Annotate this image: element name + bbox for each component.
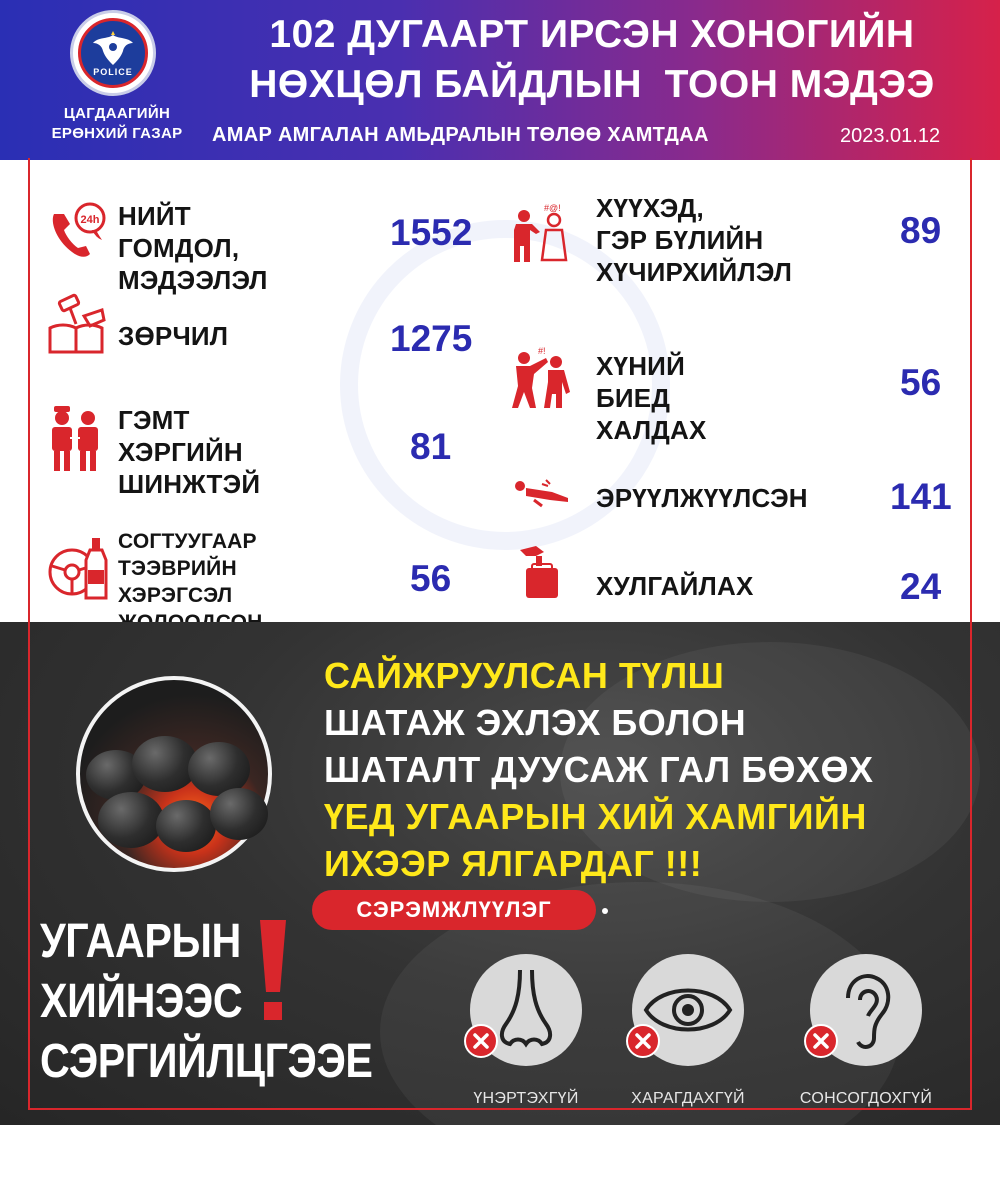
stat-value: 81	[410, 426, 452, 467]
stat-label: СОГТУУГААР ТЭЭВРИЙН ХЭРЭГСЭЛ	[118, 530, 257, 607]
steering-bottle-icon	[46, 536, 110, 607]
warning-line-5: ИХЭЭР ЯЛГАРДАГ !!!	[324, 843, 703, 884]
stat-value: 1552	[390, 212, 473, 253]
svg-text:#@!: #@!	[544, 203, 561, 213]
sense-caption: СОНСОГДОХГҮЙ	[799, 1090, 933, 1107]
coal-briquette	[156, 800, 216, 852]
theft-hand-icon	[516, 544, 566, 607]
stat-label: ХҮНИЙ БИЕД ХАЛДАХ	[596, 351, 707, 445]
coal-briquette	[98, 792, 164, 848]
not-detectable-icon	[626, 1024, 660, 1058]
caution-badge: СЭРЭМЖЛҮҮЛЭГ	[312, 890, 596, 930]
not-detectable-icon	[804, 1024, 838, 1058]
exclamation-icon	[256, 920, 290, 1024]
sense-caption: ХАРАГДАХГҮЙ	[631, 1090, 745, 1107]
title-line-2: НӨХЦӨЛ БАЙДЛЫН ТООН МЭДЭЭ	[249, 63, 935, 106]
slogan-line-3: СЭРГИЙЛЦГЭЭЕ	[40, 1035, 373, 1088]
lying-person-icon	[512, 478, 572, 513]
stat-label: НИЙТ ГОМДОЛ, МЭДЭЭЛЭЛ	[118, 201, 268, 295]
prevention-slogan	[40, 912, 373, 1092]
sense-caption: ҮНЭРТЭХГҮЙ	[473, 1090, 579, 1107]
subtitle: АМАР АМГАЛАН АМЬДРАЛЫН ТӨЛӨӨ ХАМТДАА	[212, 124, 709, 146]
page-title	[212, 10, 972, 110]
slogan-line-2: ХИЙНЭЭС	[40, 975, 243, 1028]
header-banner	[0, 0, 1000, 160]
svg-text:#!: #!	[538, 346, 546, 356]
burning-coal-image	[76, 676, 272, 872]
logo-label: POLICE	[93, 67, 133, 77]
warning-line-2: ШАТАЖ ЭХЛЭХ БОЛОН	[324, 702, 747, 743]
slogan-line-1: УГААРЫН	[40, 915, 241, 968]
stat-label: ХҮҮХЭД, ГЭР БҮЛИЙН ХҮЧИРХИЙЛЭЛ	[596, 193, 793, 287]
report-date: 2023.01.12	[840, 125, 941, 147]
phone-24h-icon	[46, 202, 108, 267]
stat-value: 56	[410, 558, 452, 599]
warning-section	[0, 622, 1000, 1125]
stat-value: 1275	[390, 318, 473, 359]
assault-icon	[510, 346, 572, 415]
org-name: ЦАГДААГИЙН ЕРӨНХИЙ ГАЗАР	[51, 105, 183, 142]
stat-label: ЭРҮҮЛЖҮҮЛСЭН	[596, 483, 808, 513]
gavel-book-icon	[46, 294, 108, 361]
stat-value: 24	[900, 566, 942, 607]
warning-line-3: ШАТАЛТ ДУУСАЖ ГАЛ БӨХӨХ	[324, 749, 874, 790]
police-logo	[70, 10, 156, 96]
stat-value: 141	[890, 476, 952, 517]
title-line-1: 102 ДУГААРТ ИРСЭН ХОНОГИЙН	[269, 13, 915, 56]
svg-text:24h: 24h	[80, 214, 100, 226]
warning-line-1: САЙЖРУУЛСАН ТҮЛШ	[324, 655, 725, 696]
warning-message	[324, 652, 944, 887]
stat-label: ЗӨРЧИЛ	[118, 321, 229, 351]
police-suspect-icon	[48, 404, 104, 479]
caution-dot	[602, 908, 608, 914]
not-detectable-icon	[464, 1024, 498, 1058]
stat-value: 89	[900, 210, 942, 251]
warning-line-4: ҮЕД УГААРЫН ХИЙ ХАМГИЙН	[324, 796, 867, 837]
stat-label: ГЭМТ ХЭРГИЙН ШИНЖТЭЙ	[118, 405, 261, 499]
domestic-violence-icon	[510, 202, 570, 269]
stat-label: ХУЛГАЙЛАХ	[596, 571, 754, 601]
police-emblem-icon	[78, 18, 148, 88]
coal-briquette	[210, 788, 268, 840]
stat-value: 56	[900, 362, 942, 403]
stats-panel	[0, 160, 1000, 622]
